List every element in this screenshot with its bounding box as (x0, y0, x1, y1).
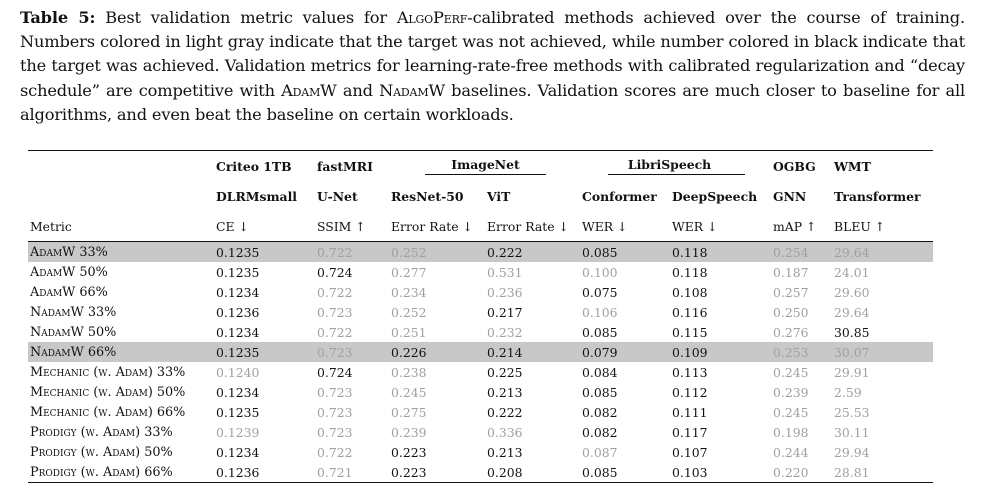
metric-value-cell: 0.118 (672, 264, 708, 280)
metric-value-cell: 0.223 (389, 462, 485, 483)
header-empty-cell (28, 151, 214, 182)
table-row (28, 422, 933, 442)
metric-value-cell: 0.220 (771, 462, 832, 483)
metric-value-cell: 0.213 (487, 384, 523, 400)
method-name-cell: Prodigy (w. Adam) 50% (30, 444, 173, 460)
caption-and: and (336, 80, 380, 100)
table-row (28, 302, 933, 322)
header-metric: WER ↓ (582, 218, 628, 234)
header-model-gnn: GNN (773, 188, 807, 204)
caption-label: Table 5: (20, 8, 96, 27)
metric-value-cell: 0.1239 (216, 424, 260, 440)
header-metric: Error Rate ↓ (391, 218, 473, 234)
metric-value-cell: 0.079 (580, 342, 670, 362)
header-row-models (28, 181, 933, 211)
metric-value-cell: 0.253 (771, 342, 832, 362)
metric-value-cell: 0.275 (391, 404, 427, 420)
metric-value-cell: 0.085 (582, 324, 618, 340)
metric-value-cell: 0.238 (391, 364, 427, 380)
metric-value-cell: 0.239 (773, 384, 809, 400)
metric-value-cell: 0.222 (487, 404, 523, 420)
header-dataset-fastmri: fastMRI (315, 151, 389, 182)
header-model-unet: U-Net (317, 188, 358, 204)
method-name-cell: AdamW 50% (30, 264, 108, 280)
metric-value-cell: 0.245 (773, 404, 809, 420)
metric-value-cell: 0.087 (582, 444, 618, 460)
caption-adamw: AdamW (281, 80, 337, 100)
metric-value-cell: 0.277 (391, 264, 427, 280)
header-metric: SSIM ↑ (317, 218, 366, 234)
table-row (28, 362, 933, 382)
metric-value-cell: 0.251 (391, 324, 427, 340)
caption-part2: -calibrated methods achieved over the course of training. Numbers colored in light gray indicate that the target was not achieved, while number colored in black indicate that the target was achieved. Validation metrics for learning-rate-free methods with calibrated regularization and “decay schedule” are competitive with (20, 8, 965, 100)
table-row (28, 462, 933, 483)
table-row (28, 282, 933, 302)
metric-value-cell: 0.225 (487, 364, 523, 380)
metric-value-cell: 0.116 (672, 304, 708, 320)
metric-value-cell: 0.082 (582, 424, 618, 440)
table-row (28, 342, 933, 362)
metric-value-cell: 0.100 (582, 264, 618, 280)
metric-value-cell: 0.236 (487, 284, 523, 300)
header-dataset-ogbg: OGBG (771, 151, 832, 182)
metric-value-cell: 0.723 (315, 342, 389, 362)
metric-value-cell: 0.254 (771, 242, 832, 263)
header-model-deepspeech: DeepSpeech (672, 188, 758, 204)
metric-value-cell: 0.217 (487, 304, 523, 320)
metric-value-cell: 0.208 (485, 462, 580, 483)
metric-value-cell: 0.109 (670, 342, 771, 362)
method-name-cell: AdamW 66% (30, 284, 108, 300)
metric-value-cell: 0.724 (317, 264, 353, 280)
metric-value-cell: 0.085 (582, 384, 618, 400)
method-name-cell: NadamW 66% (28, 342, 214, 362)
metric-value-cell: 0.113 (672, 364, 708, 380)
header-row-metrics (28, 211, 933, 242)
metric-value-cell: 0.1236 (216, 304, 260, 320)
metric-value-cell: 2.59 (834, 384, 862, 400)
header-row-datasets (28, 151, 933, 182)
metric-value-cell: 0.723 (317, 384, 353, 400)
header-model-conformer: Conformer (582, 188, 657, 204)
metric-value-cell: 0.250 (773, 304, 809, 320)
header-dataset-wmt: WMT (832, 151, 933, 182)
metric-value-cell: 0.223 (391, 444, 427, 460)
header-dataset-criteo: Criteo 1TB (214, 151, 315, 182)
metric-value-cell: 30.85 (834, 324, 870, 340)
table-row (28, 442, 933, 462)
metric-value-cell: 0.103 (670, 462, 771, 483)
metric-value-cell: 0.336 (487, 424, 523, 440)
method-name-cell: AdamW 33% (28, 242, 214, 263)
metric-value-cell: 0.118 (670, 242, 771, 263)
header-dataset-imagenet: ImageNet (389, 151, 580, 182)
metric-value-cell: 0.724 (317, 364, 353, 380)
metric-value-cell: 28.81 (832, 462, 933, 483)
caption-algoperf: AlgoPerf (396, 8, 468, 27)
metric-value-cell: 0.531 (487, 264, 523, 280)
metric-value-cell: 0.082 (582, 404, 618, 420)
method-name-cell: Prodigy (w. Adam) 33% (30, 424, 173, 440)
metric-value-cell: 0.245 (773, 364, 809, 380)
metric-value-cell: 0.107 (672, 444, 708, 460)
header-metric: mAP ↑ (773, 218, 817, 234)
method-name-cell: NadamW 50% (30, 324, 117, 340)
metric-value-cell: 0.252 (391, 304, 427, 320)
header-metric: WER ↓ (672, 218, 718, 234)
method-name-cell: Mechanic (w. Adam) 33% (30, 364, 186, 380)
metric-value-cell: 25.53 (834, 404, 870, 420)
metric-value-cell: 24.01 (834, 264, 870, 280)
metric-value-cell: 0.117 (672, 424, 708, 440)
metric-value-cell: 0.084 (582, 364, 618, 380)
metric-value-cell: 30.11 (834, 424, 870, 440)
metric-value-cell: 0.1234 (216, 384, 260, 400)
metric-value-cell: 0.721 (315, 462, 389, 483)
metric-value-cell: 0.232 (487, 324, 523, 340)
header-model-vit: ViT (487, 188, 511, 204)
method-name-cell: Prodigy (w. Adam) 66% (28, 462, 214, 483)
metric-value-cell: 0.239 (391, 424, 427, 440)
header-metric: Error Rate ↓ (487, 218, 569, 234)
metric-value-cell: 30.07 (832, 342, 933, 362)
metric-value-cell: 0.112 (672, 384, 708, 400)
metric-value-cell: 0.252 (389, 242, 485, 263)
metric-value-cell: 29.60 (834, 284, 870, 300)
method-name-cell: Mechanic (w. Adam) 50% (30, 384, 186, 400)
metric-value-cell: 0.723 (317, 424, 353, 440)
caption-nadamw: NadamW (379, 80, 445, 100)
metric-value-cell: 0.244 (773, 444, 809, 460)
metric-value-cell: 0.106 (582, 304, 618, 320)
header-metric: BLEU ↑ (834, 218, 886, 234)
metric-value-cell: 29.94 (834, 444, 870, 460)
metric-value-cell: 0.198 (773, 424, 809, 440)
metric-value-cell: 29.91 (834, 364, 870, 380)
method-name-cell: NadamW 33% (30, 304, 117, 320)
metric-value-cell: 29.64 (834, 304, 870, 320)
metric-value-cell: 0.234 (391, 284, 427, 300)
metric-value-cell: 0.1235 (216, 264, 260, 280)
table-row (28, 382, 933, 402)
metric-value-cell: 0.1234 (216, 444, 260, 460)
metric-value-cell: 0.222 (485, 242, 580, 263)
header-model-transformer: Transformer (834, 188, 921, 204)
metric-value-cell: 0.1236 (214, 462, 315, 483)
metric-value-cell: 0.1240 (216, 364, 260, 380)
table-row (28, 242, 933, 263)
metric-value-cell: 0.108 (672, 284, 708, 300)
metric-value-cell: 0.257 (773, 284, 809, 300)
caption-part3: baselines. Validation scores are much closer to baseline for all algorithms, and even beat the baseline on certain workloads. (20, 80, 966, 124)
table-caption (20, 6, 965, 127)
metric-value-cell: 0.085 (580, 242, 670, 263)
metric-value-cell: 0.722 (317, 284, 353, 300)
metric-value-cell: 0.723 (317, 304, 353, 320)
metric-value-cell: 0.085 (580, 462, 670, 483)
header-metric: CE ↓ (216, 218, 249, 234)
metric-value-cell: 0.1235 (214, 242, 315, 263)
metric-value-cell: 0.722 (315, 242, 389, 263)
table-row (28, 262, 933, 282)
metric-value-cell: 0.1234 (216, 324, 260, 340)
table-row (28, 322, 933, 342)
method-name-cell: Mechanic (w. Adam) 66% (30, 404, 186, 420)
metric-value-cell: 0.214 (485, 342, 580, 362)
metric-value-cell: 29.64 (832, 242, 933, 263)
results-table (28, 150, 933, 483)
metric-value-cell: 0.722 (317, 444, 353, 460)
header-model-dlrmsmall: DLRMsmall (216, 188, 297, 204)
metric-value-cell: 0.1234 (216, 284, 260, 300)
metric-value-cell: 0.115 (672, 324, 708, 340)
header-metric-label: Metric (30, 218, 72, 234)
table-row (28, 402, 933, 422)
metric-value-cell: 0.245 (391, 384, 427, 400)
header-empty-cell (28, 181, 214, 211)
metric-value-cell: 0.723 (317, 404, 353, 420)
metric-value-cell: 0.1235 (214, 342, 315, 362)
header-model-resnet50: ResNet-50 (391, 188, 464, 204)
metric-value-cell: 0.276 (773, 324, 809, 340)
metric-value-cell: 0.187 (773, 264, 809, 280)
caption-part1: Best validation metric values for (95, 8, 397, 27)
metric-value-cell: 0.722 (317, 324, 353, 340)
header-dataset-librispeech: LibriSpeech (580, 151, 771, 182)
metric-value-cell: 0.075 (582, 284, 618, 300)
metric-value-cell: 0.111 (672, 404, 708, 420)
metric-value-cell: 0.213 (487, 444, 523, 460)
metric-value-cell: 0.1235 (216, 404, 260, 420)
metric-value-cell: 0.226 (389, 342, 485, 362)
